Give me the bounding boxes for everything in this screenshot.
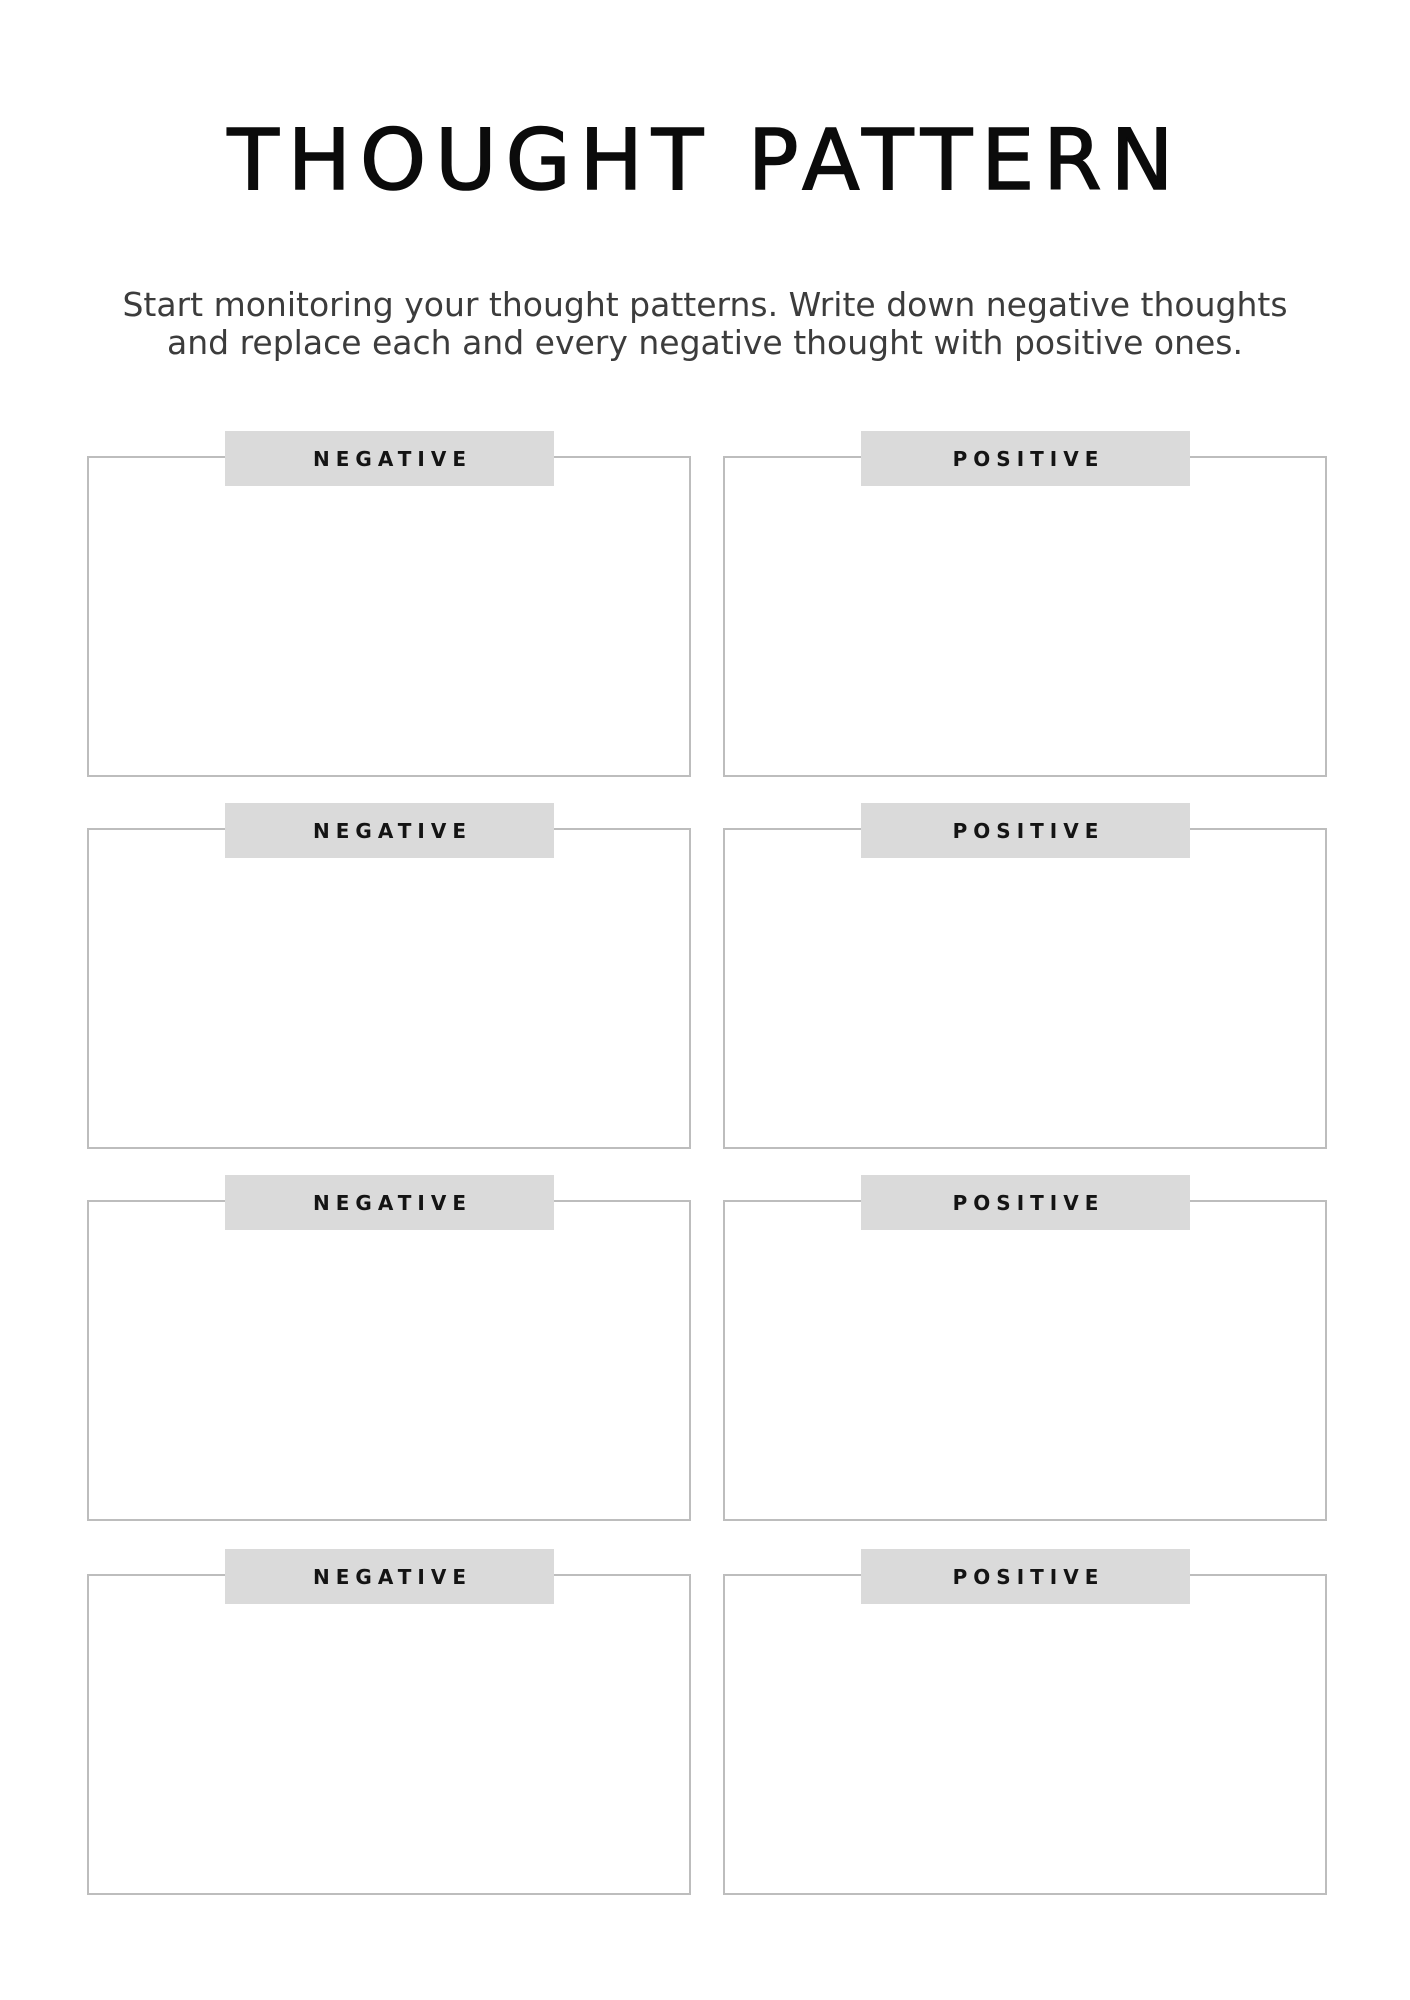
negative-label-3: NEGATIVE [225, 1175, 554, 1230]
negative-label-4: NEGATIVE [225, 1549, 554, 1604]
negative-box-4[interactable] [87, 1574, 691, 1895]
page-title: THOUGHT PATTERN [227, 111, 1183, 209]
positive-box-3[interactable] [723, 1200, 1327, 1521]
positive-label-4: POSITIVE [861, 1549, 1190, 1604]
negative-label-2: NEGATIVE [225, 803, 554, 858]
positive-label-3: POSITIVE [861, 1175, 1190, 1230]
positive-box-4[interactable] [723, 1574, 1327, 1895]
negative-label-1: NEGATIVE [225, 431, 554, 486]
positive-box-2[interactable] [723, 828, 1327, 1149]
intro-line-1: Start monitoring your thought patterns. Write down negative thoughts [122, 285, 1288, 324]
negative-box-2[interactable] [87, 828, 691, 1149]
negative-box-3[interactable] [87, 1200, 691, 1521]
negative-box-1[interactable] [87, 456, 691, 777]
positive-box-1[interactable] [723, 456, 1327, 777]
positive-label-1: POSITIVE [861, 431, 1190, 486]
intro-line-2: and replace each and every negative thought with positive ones. [167, 323, 1243, 362]
positive-label-2: POSITIVE [861, 803, 1190, 858]
